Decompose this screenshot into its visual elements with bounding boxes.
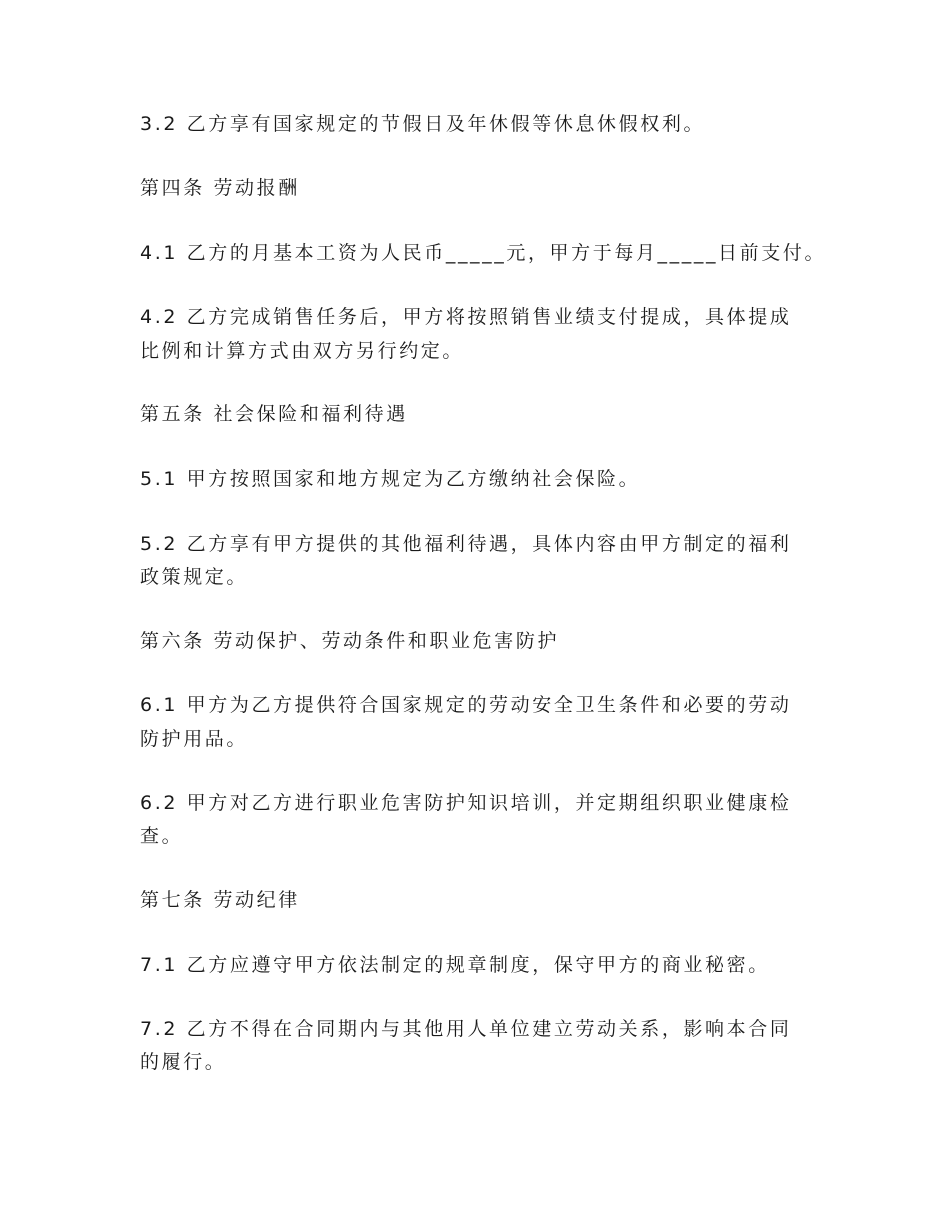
article-7-heading: 第七条 劳动纪律 — [140, 889, 300, 911]
clause-6-1-line-1: 6.1 甲方为乙方提供符合国家规定的劳动安全卫生条件和必要的劳动 — [140, 694, 792, 716]
clause-5-2-line-2: 政策规定。 — [140, 566, 249, 588]
clause-4-2-line-2: 比例和计算方式由双方另行约定。 — [140, 340, 465, 362]
clause-6-2-line-1: 6.2 甲方对乙方进行职业危害防护知识培训，并定期组织职业健康检 — [140, 792, 792, 814]
clause-5-1: 5.1 甲方按照国家和地方规定为乙方缴纳社会保险。 — [140, 468, 641, 490]
article-5-heading: 第五条 社会保险和福利待遇 — [140, 403, 408, 425]
clause-4-1: 4.1 乙方的月基本工资为人民币_____元，甲方于每月_____日前支付。 — [140, 242, 827, 264]
clause-5-2-line-1: 5.2 乙方享有甲方提供的其他福利待遇，具体内容由甲方制定的福利 — [140, 533, 792, 555]
clause-3-2: 3.2 乙方享有国家规定的节假日及年休假等休息休假权利。 — [140, 113, 706, 135]
clause-6-1-line-2: 防护用品。 — [140, 728, 249, 750]
clause-4-2-line-1: 4.2 乙方完成销售任务后，甲方将按照销售业绩支付提成，具体提成 — [140, 306, 792, 328]
article-6-heading: 第六条 劳动保护、劳动条件和职业危害防护 — [140, 630, 560, 652]
clause-6-2-line-2: 查。 — [140, 825, 184, 847]
clause-7-1: 7.1 乙方应遵守甲方依法制定的规章制度，保守甲方的商业秘密。 — [140, 954, 770, 976]
clause-7-2-line-1: 7.2 乙方不得在合同期内与其他用人单位建立劳动关系，影响本合同 — [140, 1018, 792, 1040]
article-4-heading: 第四条 劳动报酬 — [140, 177, 300, 199]
clause-7-2-line-2: 的履行。 — [140, 1051, 227, 1073]
